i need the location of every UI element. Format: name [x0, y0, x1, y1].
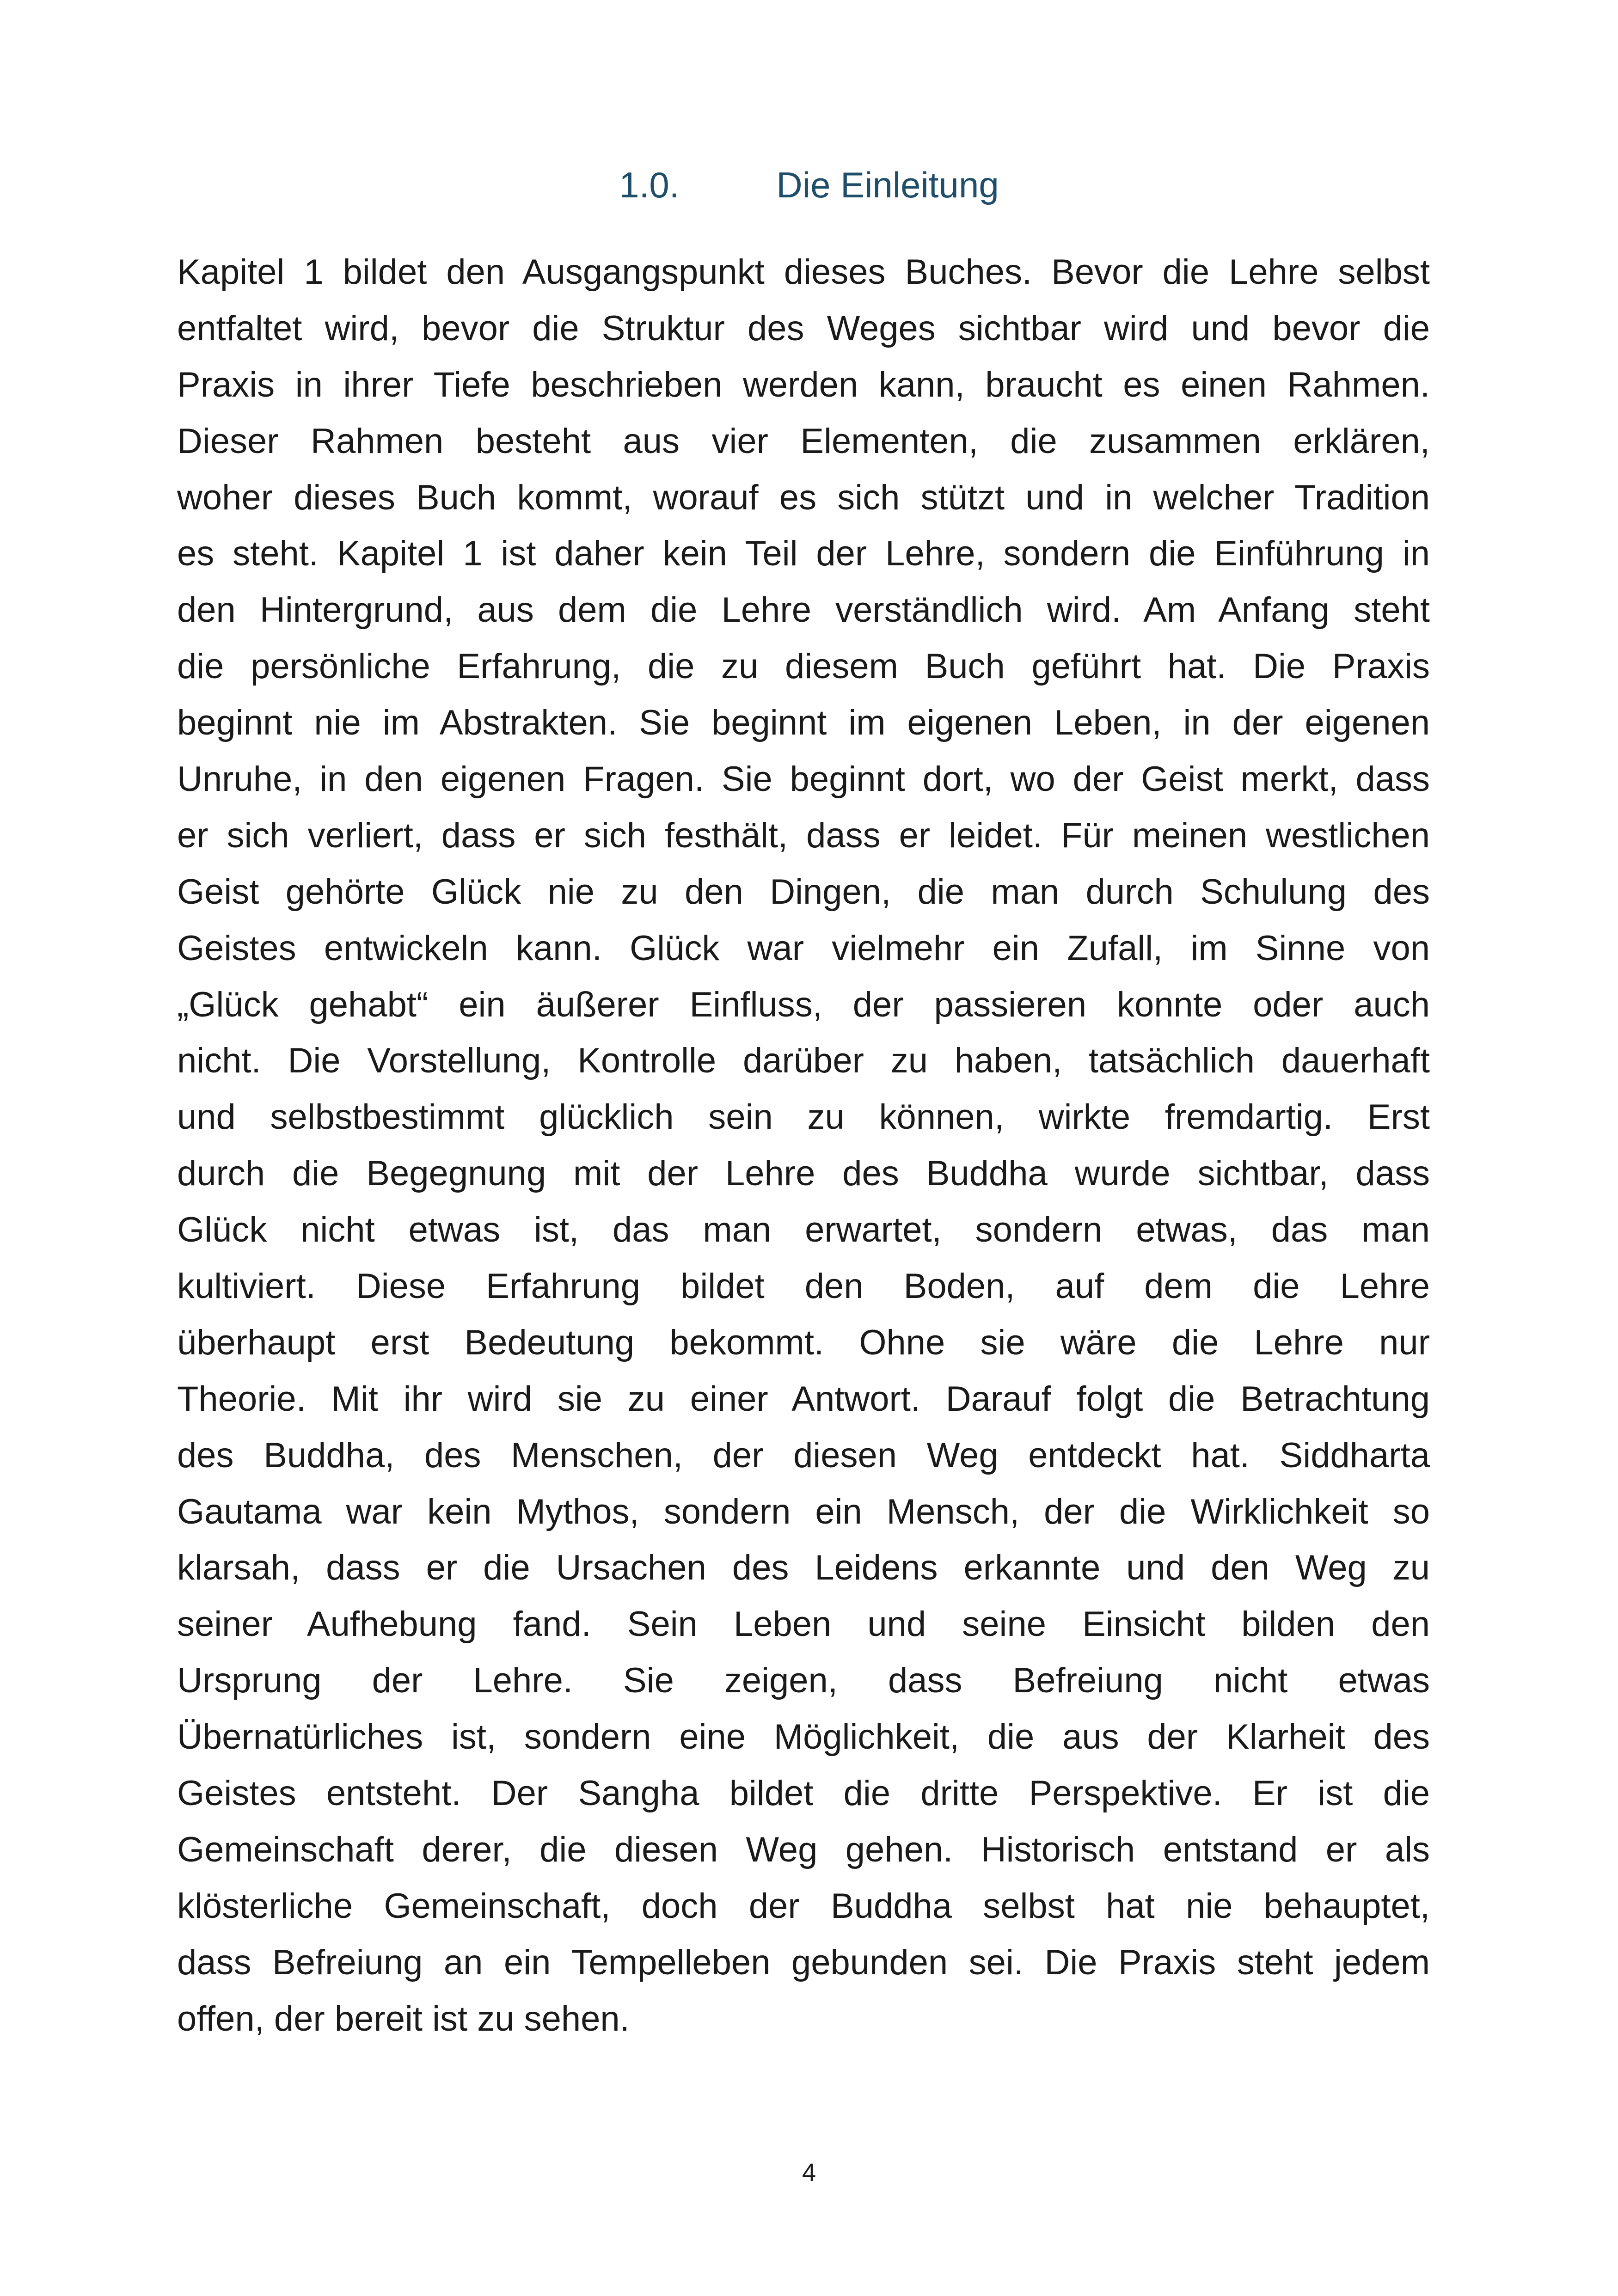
paragraph-line: klösterliche Gemeinschaft, doch der Buddha selbst hat nie behauptet, [177, 1886, 1430, 1926]
paragraph-line: Glück nicht etwas ist, das man erwartet, sondern etwas, das man [177, 1210, 1430, 1250]
section-heading [0, 157, 1618, 213]
paragraph-line: es steht. Kapitel 1 ist daher kein Teil der Lehre, sondern die Einführung in [177, 534, 1430, 574]
paragraph-line: und selbstbestimmt glücklich sein zu können, wirkte fremdartig. Erst [177, 1097, 1430, 1137]
paragraph-line: nicht. Die Vorstellung, Kontrolle darüber zu haben, tatsächlich dauerhaft [177, 1041, 1430, 1081]
paragraph-line: Gautama war kein Mythos, sondern ein Mensch, der die Wirklichkeit so [177, 1492, 1430, 1531]
paragraph-line: klarsah, dass er die Ursachen des Leidens erkannte und den Weg zu [177, 1548, 1430, 1588]
paragraph-line: offen, der bereit ist zu sehen. [177, 1999, 630, 2039]
paragraph-line: kultiviert. Diese Erfahrung bildet den Boden, auf dem die Lehre [177, 1267, 1430, 1306]
paragraph-line: den Hintergrund, aus dem die Lehre verständlich wird. Am Anfang steht [177, 590, 1430, 630]
paragraph-line: Übernatürliches ist, sondern eine Möglichkeit, die aus der Klarheit des [177, 1717, 1430, 1757]
paragraph-line: er sich verliert, dass er sich festhält, dass er leidet. Für meinen westlichen [177, 815, 1430, 855]
paragraph-line: entfaltet wird, bevor die Struktur des Weges sichtbar wird und bevor die [177, 308, 1430, 348]
page-number: 4 [802, 2159, 816, 2186]
paragraph-line: durch die Begegnung mit der Lehre des Buddha wurde sichtbar, dass [177, 1154, 1430, 1194]
paragraph-line: seiner Aufhebung fand. Sein Leben und seine Einsicht bilden den [177, 1604, 1430, 1644]
paragraph-line: Praxis in ihrer Tiefe beschrieben werden kann, braucht es einen Rahmen. [177, 365, 1430, 404]
paragraph-line: Dieser Rahmen besteht aus vier Elementen, die zusammen erklären, [177, 421, 1430, 461]
paragraph-line: woher dieses Buch kommt, worauf es sich stützt und in welcher Tradition [177, 478, 1430, 517]
paragraph-line: Unruhe, in den eigenen Fragen. Sie beginnt dort, wo der Geist merkt, dass [177, 759, 1430, 799]
paragraph-line: überhaupt erst Bedeutung bekommt. Ohne sie wäre die Lehre nur [177, 1322, 1430, 1362]
paragraph-line: dass Befreiung an ein Tempelleben gebunden sei. Die Praxis steht jedem [177, 1942, 1430, 1982]
section-title: Die Einleitung [776, 165, 999, 205]
section-number: 1.0. [619, 165, 680, 205]
paragraph-line: Gemeinschaft derer, die diesen Weg gehen. Historisch entstand er als [177, 1830, 1430, 1869]
paragraph-line: beginnt nie im Abstrakten. Sie beginnt im eigenen Leben, in der eigenen [177, 703, 1430, 743]
paragraph-line: Theorie. Mit ihr wird sie zu einer Antwort. Darauf folgt die Betrachtung [177, 1379, 1430, 1419]
body-paragraph [177, 244, 1430, 2047]
paragraph-line: Ursprung der Lehre. Sie zeigen, dass Befreiung nicht etwas [177, 1661, 1430, 1701]
paragraph-line: die persönliche Erfahrung, die zu diesem Buch geführt hat. Die Praxis [177, 647, 1430, 686]
paragraph-line: „Glück gehabt“ ein äußerer Einfluss, der passieren konnte oder auch [177, 985, 1430, 1024]
paragraph-line: des Buddha, des Menschen, der diesen Weg entdeckt hat. Siddharta [177, 1435, 1430, 1475]
paragraph-line: Geistes entsteht. Der Sangha bildet die dritte Perspektive. Er ist die [177, 1774, 1430, 1813]
paragraph-line: Geist gehörte Glück nie zu den Dingen, die man durch Schulung des [177, 872, 1430, 912]
paragraph-line: Kapitel 1 bildet den Ausgangspunkt dieses Buches. Bevor die Lehre selbst [177, 252, 1430, 292]
paragraph-line: Geistes entwickeln kann. Glück war vielmehr ein Zufall, im Sinne von [177, 928, 1430, 968]
